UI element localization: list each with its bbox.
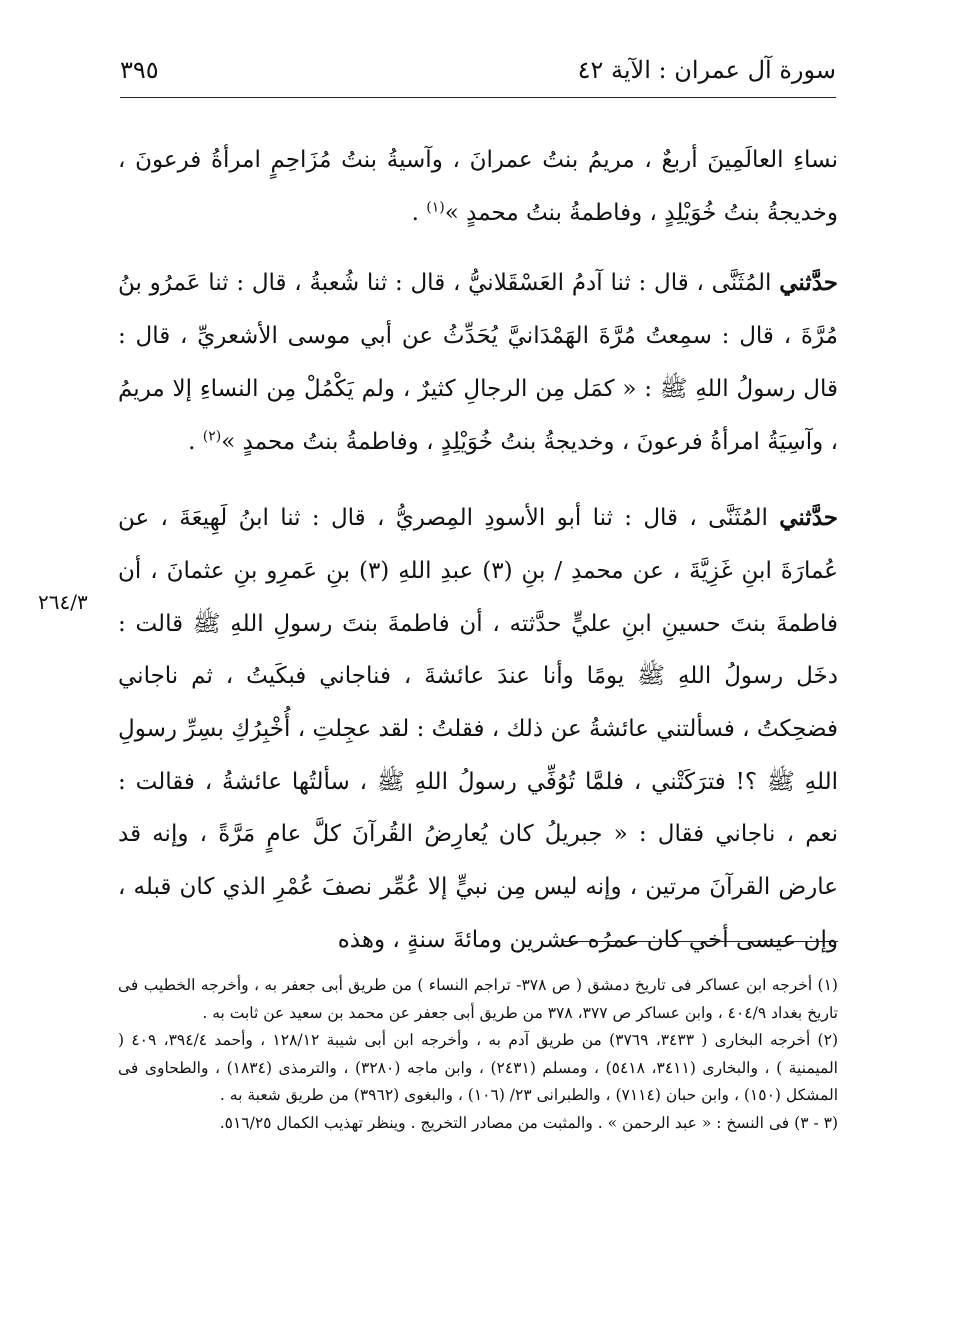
footnote-2: (٢) أخرجه البخارى ( ٣٤٣٣، ٣٧٦٩) من طريق آدم به ، وأخرجه ابن أبى شيبة ١٢٨/١٢ ، وأحمد ٣٩٤/٤، ٤٠٩ ( الميمنية ) ، والبخارى (٣٤١١، ٥٤١٨) ، ومسلم (٢٤٣١) ، وابن ماجه (٣٢٨٠) ، والترمذى (١٨٣٤) ، والطحاوى فى المشكل (١٥٠) ، وابن حبان (٧١١٤) ، والطبرانى ٢٣/ (١٠٦) ، والبغوى (٣٩٦٢) من طريق شعبة به . bbox=[118, 1031, 838, 1105]
paragraph-lead: حدَّثني bbox=[779, 269, 838, 297]
running-head: سورة آل عمران : الآية ٤٢ bbox=[577, 56, 836, 84]
paragraph-text: المُثَنَّى ، قال : ثنا أبو الأسودِ المِصريُّ ، قال : ثنا ابنُ لَهِيعَةَ ، عن عُمارَةَ ابنِ غَزِيَّةَ ، عن محمدِ / بنِ (٣) عبدِ اللهِ (٣) بنِ عَمرِو بنِ عثمانَ ، أن فاطمةَ بنتَ حسينِ ابنِ عليٍّ حدَّثته ، أن فاطمةَ بنتَ رسولِ اللهِ ﷺ قالت : دخَل رسولُ اللهِ ﷺ يومًا وأنا عندَ عائشةَ ، فناجاني فبكَيتُ ، ثم ناجاني فضحِكتُ ، فسألتني عائشةُ عن ذلك ، فقلتُ : لقد عجِلتِ ، أُخْبِرُكِ بسِرِّ رسولِ اللهِ ﷺ ؟! فترَكَتْني ، فلمَّا تُوُفِّي رسولُ اللهِ ﷺ ، سألتُها عائشةُ ، فقالت : نعم ، ناجاني فقال : « جبريلُ كان يُعارِضُ القُرآنَ كلَّ عامٍ مَرَّةً ، وإنه قد عارض القرآنَ مرتين ، وإنه ليس مِن نبيٍّ إلا عُمِّر نصفَ عُمْرِ الذي كان قبله ، وإن عيسى أخي كان عمرُه عشرين ومائةَ سنةٍ ، وهذه bbox=[118, 505, 838, 953]
footnotes bbox=[118, 972, 838, 1138]
footnote-3: (٣ - ٣) فى النسخ : « عبد الرحمن » . والمثبت من مصادر التخريج . وينظر تهذيب الكمال ٥١٦/٢٥. bbox=[219, 1113, 838, 1132]
footnote-1: (١) أخرجه ابن عساكر فى تاريخ دمشق ( ص ٣٧٨- تراجم النساء ) من طريق أبى جعفر به ، وأخرجه الخطيب فى تاريخ بغداد ٤٠٤/٩ ، وابن عساكر ص ٣٧٧، ٣٧٨ من طريق أبى جعفر عن محمد بن سعيد عن ثابت به . bbox=[118, 976, 838, 1022]
paragraph-tail: . bbox=[411, 199, 427, 226]
footnote-ref-1[interactable]: (١) bbox=[426, 199, 445, 216]
paragraph-3 bbox=[118, 492, 838, 966]
paragraph-2 bbox=[118, 257, 838, 468]
paragraph-text: المُثَنَّى ، قال : ثنا آدمُ العَسْقَلانيُّ ، قال : ثنا شُعبةُ ، قال : ثنا عَمرُو بنُ مُرَّةَ ، قال : سمِعتُ مُرَّةَ الهَمْدَانيَّ يُحَدِّثُ عن أبي موسى الأشعريِّ ، قال : قال رسولُ اللهِ ﷺ : « كمَل مِن الرجالِ كثيرٌ ، ولم يَكْمُلْ مِن النساءِ إلا مريمُ ، وآسِيَةُ امرأةُ فرعونَ ، وخديجةُ بنتُ خُوَيْلِدٍ ، وفاطمةُ بنتُ محمدٍ » bbox=[118, 270, 838, 455]
paragraph-1 bbox=[118, 134, 838, 239]
margin-note: ٢٦٤/٣ bbox=[38, 590, 88, 614]
footnote-rule bbox=[562, 941, 838, 942]
paragraph-tail: . bbox=[188, 428, 203, 455]
header-rule bbox=[120, 97, 836, 98]
paragraph-text: نساءِ العالَمِينَ أربعٌ ، مريمُ بنتُ عمرانَ ، وآسيةُ بنتُ مُزَاحِمٍ امرأةُ فرعونَ ، وخديجةُ بنتُ خُوَيْلِدٍ ، وفاطمةُ بنتُ محمدٍ » bbox=[118, 147, 838, 226]
body-text bbox=[118, 134, 838, 991]
paragraph-lead: حدَّثني bbox=[779, 504, 838, 532]
page-number: ٣٩٥ bbox=[120, 56, 159, 84]
footnote-ref-2[interactable]: (٢) bbox=[202, 427, 222, 444]
page-header bbox=[120, 50, 836, 98]
